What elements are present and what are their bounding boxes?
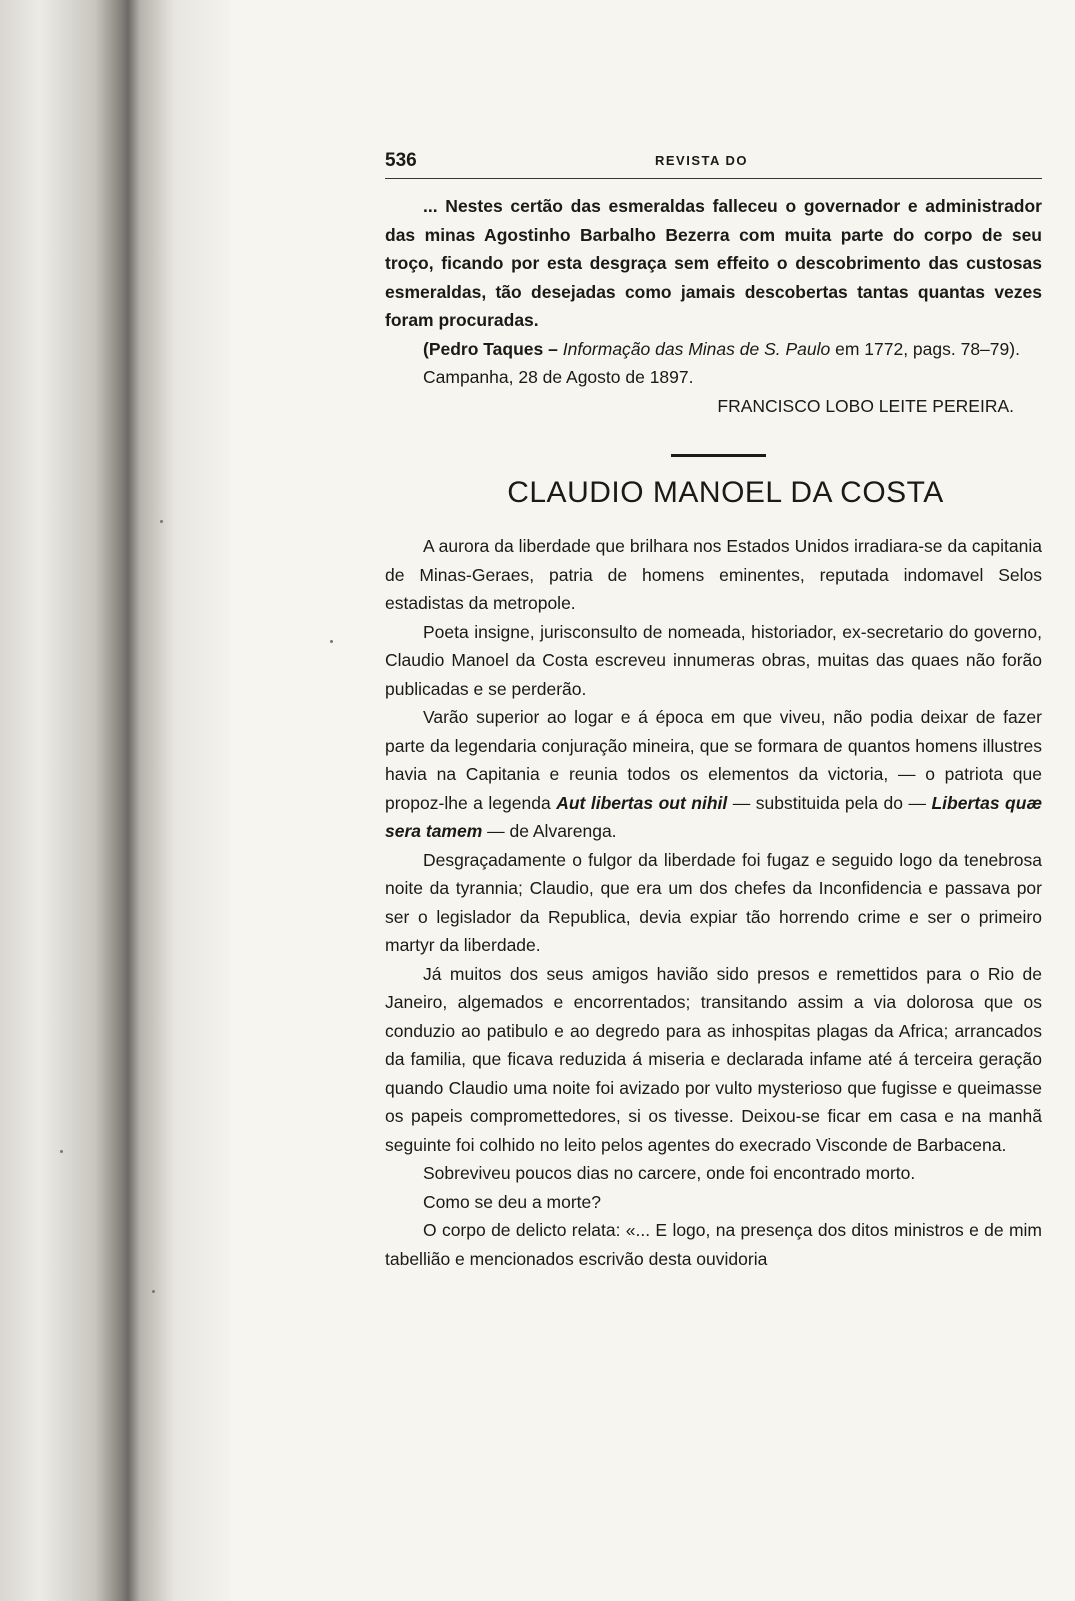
motto-latin: Aut libertas out nihil [556,792,728,813]
paragraph-text: — de Alvarenga. [482,821,617,841]
running-head [385,150,1042,179]
paragraph: Poeta insigne, jurisconsulto de nomeada, historiador, ex-secretario do governo, Claudio Manoel da Costa escreveu innumeras obras, muitas das quaes não forão publicadas e se perderão. [385,621,1042,699]
paragraph-text: Varão superior ao logar e á época em que viveu, não podia deixar de fazer parte da legendaria conjuração mineira, que se formara de quantos homens illustres havia na Capitania e reunia todos os elementos da victoria, — o patriota que propoz-lhe a legenda [385,707,1042,813]
author-signature: FRANCISCO LOBO LEITE PEREIRA. [717,395,1014,416]
scan-speck [160,520,163,523]
book-page [385,150,1042,1273]
quoted-paragraph: ... Nestes certão das esmeraldas falleceu o governador e administrador das minas Agostinho Barbalho Bezerra com muita parte do corpo de seu troço, ficando por esta desgraça sem effeito o descobrimento das custosas esmeraldas, tão desejadas como jamais descobertas tantas quantas vezes foram procuradas. [385,196,1042,330]
motto-latin: Libertas quæ sera tamem [385,792,1042,841]
paragraph [385,703,1042,846]
running-title: REVISTA DO [655,153,749,168]
citation-work: Informação das Minas de S. Paulo [562,338,831,359]
paragraph: Já muitos dos seus amigos havião sido presos e remettidos para o Rio de Janeiro, algemados e encorrentados; transitando assim a via dolorosa que os conduzio ao patibulo e ao degredo para as inhospitas plagas da Africa; arrancados da familia, que ficava reduzida á miseria e declarada infame até á terceira geração quando Claudio uma noite foi avizado por vulto mysterioso que fugisse e queimasse os papeis compromettedores, si os tivesse. Deixou-se ficar em casa e na manhã seguinte foi colhido no leito pelos agentes do execrado Visconde de Barbacena. [385,963,1042,1155]
citation [385,335,1042,364]
section-divider [671,454,766,457]
paragraph: Como se deu a morte? [423,1191,602,1212]
paragraph-text: — substituida pela do — [727,792,932,813]
scan-speck [152,1290,155,1293]
scan-speck [60,1150,63,1153]
paragraph: O corpo de delicto relata: «... E logo, na presença dos ditos ministros e de mim tabellião e mencionados escrivão desta ouvidoria [385,1220,1042,1269]
page-number: 536 [385,150,417,171]
scan-speck [330,640,333,643]
paragraph: A aurora da liberdade que brilhara nos Estados Unidos irradiara-se da capitania de Minas-Geraes, patria de homens eminentes, reputada indomavel Selos estadistas da metropole. [385,536,1042,613]
scan-gutter [0,0,230,1601]
article-title: CLAUDIO MANOEL DA COSTA [507,476,944,509]
paragraph: Desgraçadamente o fulgor da liberdade foi fugaz e seguido logo da tenebrosa noite da tyrannia; Claudio, que era um dos chefes da Inconfidencia e passava por ser o legislador da Republica, devia expiar tão horrendo crime e ser o primeiro martyr da liberdade. [385,849,1042,955]
previous-article-ending [385,192,1042,420]
place-date: Campanha, 28 de Agosto de 1897. [423,367,694,387]
article-body [385,532,1042,1273]
citation-suffix: em 1772, pags. 78–79). [830,338,1020,359]
citation-prefix: (Pedro Taques – [423,338,563,359]
paragraph: Sobreviveu poucos dias no carcere, onde foi encontrado morto. [423,1163,916,1183]
